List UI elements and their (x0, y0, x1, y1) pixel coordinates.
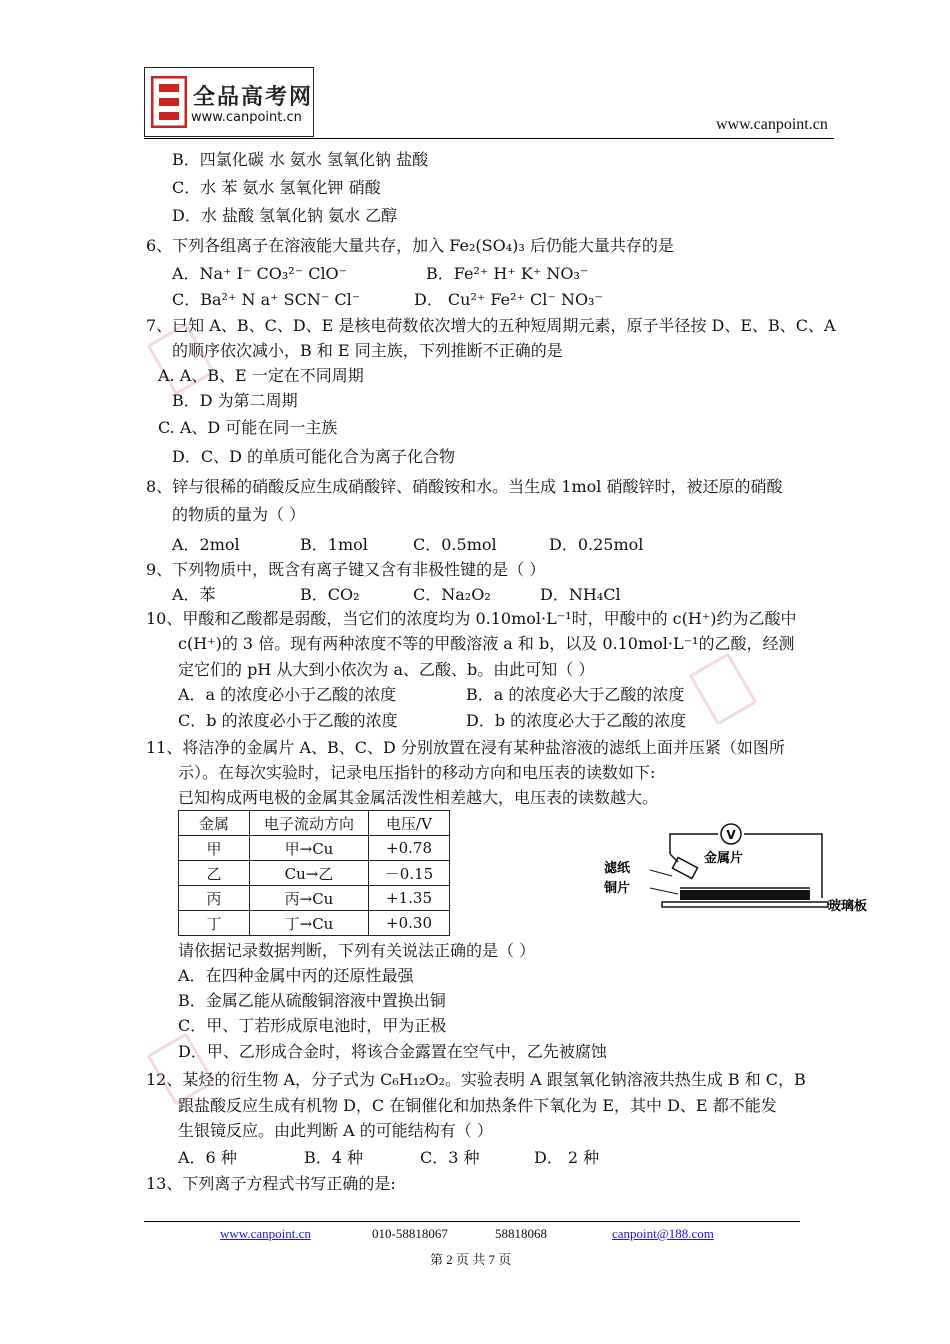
option-line: D． 2 种 (534, 1148, 600, 1167)
footer-phone: 010-58818067 (372, 1226, 448, 1241)
question-text: 6、下列各组离子在溶液能大量共存，加入 Fe₂(SO₄)₃ 后仍能大量共存的是 (146, 236, 674, 255)
question-text: 10、甲酸和乙酸都是弱酸，当它们的浓度均为 0.10mol·L⁻¹时，甲酸中的 c(H⁺)约为乙酸中 (146, 609, 797, 628)
table-cell: +0.30 (369, 911, 450, 936)
question-text: 13、下列离子方程式书写正确的是: (146, 1174, 396, 1193)
watermark-logo (689, 652, 758, 725)
option-line: B．金属乙能从硫酸铜溶液中置换出铜 (178, 991, 446, 1010)
glass-plate (662, 902, 828, 907)
option-line: D． Cu²⁺ Fe²⁺ Cl⁻ NO₃⁻ (414, 290, 603, 309)
header-divider (144, 138, 834, 139)
option-line: D．0.25mol (549, 535, 644, 554)
option-line: B．D 为第二周期 (172, 391, 298, 410)
question-text: 7、已知 A、B、C、D、E 是核电荷数依次增大的五种短周期元素，原子半径按 D、E、B、C、A (146, 316, 836, 335)
option-line: C．b 的浓度必小于乙酸的浓度 (178, 711, 398, 730)
footer-site-link[interactable]: www.canpoint.cn (220, 1226, 311, 1241)
option-line: A．a 的浓度必小于乙酸的浓度 (178, 685, 397, 704)
question-text: 示）。在每次实验时，记录电压指针的移动方向和电压表的读数如下: (178, 763, 656, 782)
option-line: B．Fe²⁺ H⁺ K⁺ NO₃⁻ (426, 264, 589, 283)
question-text: 9、下列物质中，既含有离子键又含有非极性键的是（ ） (146, 560, 546, 579)
copper-plate (680, 890, 810, 900)
option-line: A．在四种金属中丙的还原性最强 (178, 966, 414, 985)
option-line: B．1mol (300, 535, 368, 554)
label-metal: 金属片 (704, 851, 744, 866)
question-text: 11、将洁净的金属片 A、B、C、D 分别放置在浸有某种盐溶液的滤纸上面并压紧（如图所 (146, 738, 785, 757)
label-glass: 玻璃板 (828, 899, 868, 914)
question-text: 的顺序依次减小，B 和 E 同主族，下列推断不正确的是 (172, 341, 563, 360)
header-site-link[interactable]: www.canpoint.cn (716, 116, 828, 133)
option-line: D．NH₄Cl (540, 585, 621, 604)
option-line: A．6 种 (178, 1148, 237, 1167)
table-header: 电压/V (369, 811, 450, 836)
footer-divider (144, 1221, 800, 1222)
site-logo (144, 67, 314, 137)
question-text: 已知构成两电极的金属其金属活泼性相差越大，电压表的读数越大。 (178, 788, 659, 807)
footer-phone: 58818068 (495, 1226, 547, 1241)
table-cell: 丙 (179, 886, 250, 911)
table-cell: 乙 (179, 861, 250, 886)
table-cell: 甲→Cu (250, 836, 369, 861)
question-text: 12、某烃的衍生物 A，分子式为 C₆H₁₂O₂。实验表明 A 跟氢氧化钠溶液共热生成 B 和 C，B (146, 1070, 806, 1089)
option-line: D．甲、乙形成合金时，将该合金露置在空气中，乙先被腐蚀 (178, 1042, 607, 1061)
question-text: 8、锌与很稀的硝酸反应生成硝酸锌、硝酸铵和水。当生成 1mol 硝酸锌时，被还原的硝酸 (146, 477, 783, 496)
table-cell: 丙→Cu (250, 886, 369, 911)
option-line: A．Na⁺ I⁻ CO₃²⁻ ClO⁻ (172, 264, 348, 283)
option-line: C．0.5mol (413, 535, 497, 554)
voltage-table (178, 810, 450, 936)
option-line: B．四氯化碳 水 氨水 氢氧化钠 盐酸 (172, 150, 429, 169)
voltmeter-label: V (726, 828, 736, 842)
question-text: 生银镜反应。由此判断 A 的可能结构有（ ） (178, 1121, 493, 1140)
logo-name: 全品高考网 (193, 84, 314, 110)
footer-email-link[interactable]: canpoint@188.com (612, 1226, 714, 1241)
question-text: 请依据记录数据判断，下列有关说法正确的是（ ） (178, 941, 536, 960)
option-line: A．2mol (172, 535, 240, 554)
apparatus-figure (600, 818, 890, 918)
table-row (179, 861, 450, 886)
table-cell: +0.78 (369, 836, 450, 861)
table-row (179, 886, 450, 911)
label-paper: 滤纸 (604, 861, 631, 876)
option-line: B．4 种 (304, 1148, 364, 1167)
logo-seal-icon (151, 76, 187, 128)
logo-url: www.canpoint.cn (191, 110, 302, 125)
page-number: 第 2 页 共 7 页 (430, 1252, 512, 1267)
option-line: C．甲、丁若形成原电池时，甲为正极 (178, 1016, 447, 1035)
question-text: 跟盐酸反应生成有机物 D，C 在铜催化和加热条件下氧化为 E，其中 D、E 都不能发 (178, 1096, 777, 1115)
option-line: D．b 的浓度必大于乙酸的浓度 (466, 711, 687, 730)
option-line: A. A、B、E 一定在不同周期 (158, 366, 364, 385)
question-text: 定它们的 pH 从大到小依次为 a、乙酸、b。由此可知（ ） (178, 660, 595, 679)
label-copper: 铜片 (604, 881, 631, 896)
option-line: B．CO₂ (300, 585, 360, 604)
option-line: C. A、D 可能在同一主族 (158, 418, 338, 437)
table-cell: 甲 (179, 836, 250, 861)
table-header: 电子流动方向 (250, 811, 369, 836)
option-line: C．Na₂O₂ (413, 585, 491, 604)
option-line: C．3 种 (420, 1148, 480, 1167)
table-cell: Cu→乙 (250, 861, 369, 886)
option-line: D．水 盐酸 氢氧化钠 氨水 乙醇 (172, 206, 398, 225)
table-cell: －0.15 (369, 861, 450, 886)
option-line: D．C、D 的单质可能化合为离子化合物 (172, 447, 455, 466)
option-line: A．苯 (172, 585, 216, 604)
table-row (179, 836, 450, 861)
option-line: C．水 苯 氨水 氢氧化钾 硝酸 (172, 178, 381, 197)
question-text: c(H⁺)的 3 倍。现有两种浓度不等的甲酸溶液 a 和 b，以及 0.10mol·L⁻¹的乙酸，经测 (178, 634, 795, 653)
table-cell: 丁 (179, 911, 250, 936)
option-line: C．Ba²⁺ N a⁺ SCN⁻ Cl⁻ (172, 290, 361, 309)
table-cell: 丁→Cu (250, 911, 369, 936)
table-header: 金属 (179, 811, 250, 836)
table-row (179, 911, 450, 936)
option-line: B．a 的浓度必大于乙酸的浓度 (466, 685, 685, 704)
table-cell: +1.35 (369, 886, 450, 911)
table-header-row (179, 811, 450, 836)
question-text: 的物质的量为（ ） (172, 505, 306, 524)
